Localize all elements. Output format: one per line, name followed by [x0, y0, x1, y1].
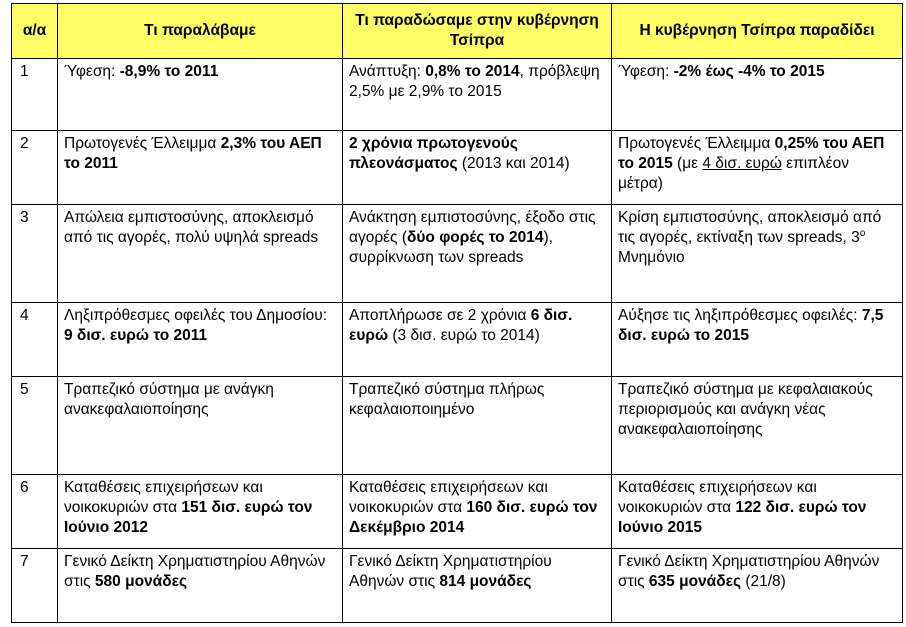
- emphasis-text: 635 μονάδες: [648, 573, 742, 590]
- cell-received: [58, 549, 343, 623]
- cell-received: [58, 59, 343, 131]
- emphasis-text: 151 δισ. ευρώ τον Ιούνιο 2012: [64, 499, 313, 536]
- cell-delivered: [343, 131, 612, 205]
- row-number: 6: [12, 475, 58, 549]
- cell-text: (3 δισ. ευρώ το 2014): [388, 327, 540, 344]
- emphasis-text: 7,5 δισ. ευρώ το 2015: [618, 307, 884, 344]
- cell-text: Κρίση εμπιστοσύνης, αποκλεισμό από τις αγορές, εκτίναξη των spreads, 3: [618, 209, 882, 246]
- table-row: [12, 377, 903, 475]
- row-number: 3: [12, 205, 58, 303]
- emphasis-text: δύο φορές το 2014: [407, 229, 544, 246]
- cell-tsipras: [612, 131, 903, 205]
- cell-delivered: [343, 205, 612, 303]
- cell-text: Ανάπτυξη:: [349, 63, 426, 80]
- cell-text: Ύφεση:: [64, 63, 120, 80]
- cell-received: [58, 131, 343, 205]
- cell-tsipras: [612, 377, 903, 475]
- cell-tsipras: [612, 475, 903, 549]
- row-number: 4: [12, 303, 58, 377]
- cell-tsipras: [612, 549, 903, 623]
- cell-text: (21/8): [741, 573, 786, 590]
- row-number: 1: [12, 59, 58, 131]
- cell-received: [58, 303, 343, 377]
- emphasis-text: 0,25% του ΑΕΠ το 2015: [618, 135, 885, 172]
- table-row: [12, 205, 903, 303]
- emphasis-text: 122 δισ. ευρώ τον Ιούνιο 2015: [618, 499, 867, 536]
- cell-delivered: [343, 59, 612, 131]
- comparison-table: [11, 3, 903, 623]
- cell-text: Ύφεση:: [618, 63, 674, 80]
- emphasis-text: 9 δισ. ευρώ το 2011: [64, 327, 208, 344]
- table-row: [12, 59, 903, 131]
- cell-delivered: [343, 475, 612, 549]
- table-row: [12, 475, 903, 549]
- cell-text: Μνημόνιο: [618, 249, 685, 266]
- cell-text: (με: [672, 155, 703, 172]
- emphasis-text: 160 δισ. ευρώ τον Δεκέμβριο 2014: [349, 499, 598, 536]
- cell-text: Γενικό Δείκτη Χρηματιστηρίου Αθηνών στις: [64, 553, 326, 590]
- cell-text: επιπλέον μέτρα): [618, 155, 849, 192]
- cell-tsipras: [612, 205, 903, 303]
- cell-text: Ληξιπρόθεσμες οφειλές του Δημοσίου:: [64, 307, 328, 324]
- row-number: 5: [12, 377, 58, 475]
- header-row: [12, 4, 903, 59]
- emphasis-text: 2 χρόνια πρωτογενούς πλεονάσματος: [349, 135, 518, 172]
- cell-text: Καταθέσεις επιχειρήσεων και νοικοκυριών στα: [618, 479, 817, 516]
- emphasis-text: -2% έως -4% το 2015: [673, 63, 825, 80]
- cell-delivered: [343, 549, 612, 623]
- cell-text: Πρωτογενές Έλλειμμα: [64, 135, 221, 152]
- row-number: 7: [12, 549, 58, 623]
- emphasis-text: 814 μονάδες: [439, 573, 532, 590]
- table-row: [12, 549, 903, 623]
- cell-received: [58, 205, 343, 303]
- cell-delivered: [343, 303, 612, 377]
- row-number: 2: [12, 131, 58, 205]
- cell-text: Αύξησε τις ληξιπρόθεσμες οφειλές:: [618, 307, 862, 324]
- cell-text: Αποπλήρωσε σε 2 χρόνια: [349, 307, 531, 324]
- superscript-text: ο: [859, 227, 866, 239]
- cell-text: Καταθέσεις επιχειρήσεων και νοικοκυριών στα: [64, 479, 263, 516]
- cell-text: Τραπεζικό σύστημα πλήρως κεφαλαιοποιημένο: [349, 381, 545, 418]
- emphasis-text: -8,9% το 2011: [119, 63, 219, 80]
- cell-text: Τραπεζικό σύστημα με κεφαλαιακούς περιορισμούς και ανάγκη νέας ανακεφαλαιοποίησης: [618, 381, 873, 438]
- cell-text: Καταθέσεις επιχειρήσεων και νοικοκυριών στα: [349, 479, 548, 516]
- cell-delivered: [343, 377, 612, 475]
- cell-tsipras: [612, 59, 903, 131]
- emphasis-text: 6 δισ. ευρώ: [349, 307, 573, 344]
- header-tsipras-delivers: Η κυβέρνηση Τσίπρα παραδίδει: [612, 4, 903, 59]
- emphasis-text: 580 μονάδες: [94, 573, 188, 590]
- header-delivered: Τι παραδώσαμε στην κυβέρνηση Τσίπρα: [343, 4, 612, 59]
- cell-tsipras: [612, 303, 903, 377]
- table-row: [12, 303, 903, 377]
- cell-text: Τραπεζικό σύστημα με ανάγκη ανακεφαλαιοποίησης: [64, 381, 274, 418]
- header-index: α/α: [12, 4, 58, 59]
- cell-received: [58, 377, 343, 475]
- cell-text: ), συρρίκνωση των spreads: [349, 229, 553, 266]
- cell-text: Γενικό Δείκτη Χρηματιστηρίου Αθηνών στις: [349, 553, 552, 590]
- underlined-text: 4 δισ. ευρώ: [702, 155, 782, 172]
- cell-text: Ανάκτηση εμπιστοσύνης, έξοδο στις αγορές (: [349, 209, 596, 246]
- cell-text: , πρόβλεψη 2,5% με 2,9% το 2015: [349, 63, 600, 100]
- cell-text: Πρωτογενές Έλλειμμα: [618, 135, 775, 152]
- cell-text: Απώλεια εμπιστοσύνης, αποκλεισμό από τις αγορές, πολύ υψηλά spreads: [64, 209, 319, 246]
- emphasis-text: 0,8% το 2014: [425, 63, 520, 80]
- emphasis-text: 2,3% του ΑΕΠ το 2011: [64, 135, 322, 172]
- table-row: [12, 131, 903, 205]
- cell-received: [58, 475, 343, 549]
- table-header: [12, 4, 903, 59]
- cell-text: (2013 και 2014): [457, 155, 570, 172]
- header-received: Τι παραλάβαμε: [58, 4, 343, 59]
- cell-text: Γενικό Δείκτη Χρηματιστηρίου Αθηνών στις: [618, 553, 880, 590]
- table-body: [12, 59, 903, 623]
